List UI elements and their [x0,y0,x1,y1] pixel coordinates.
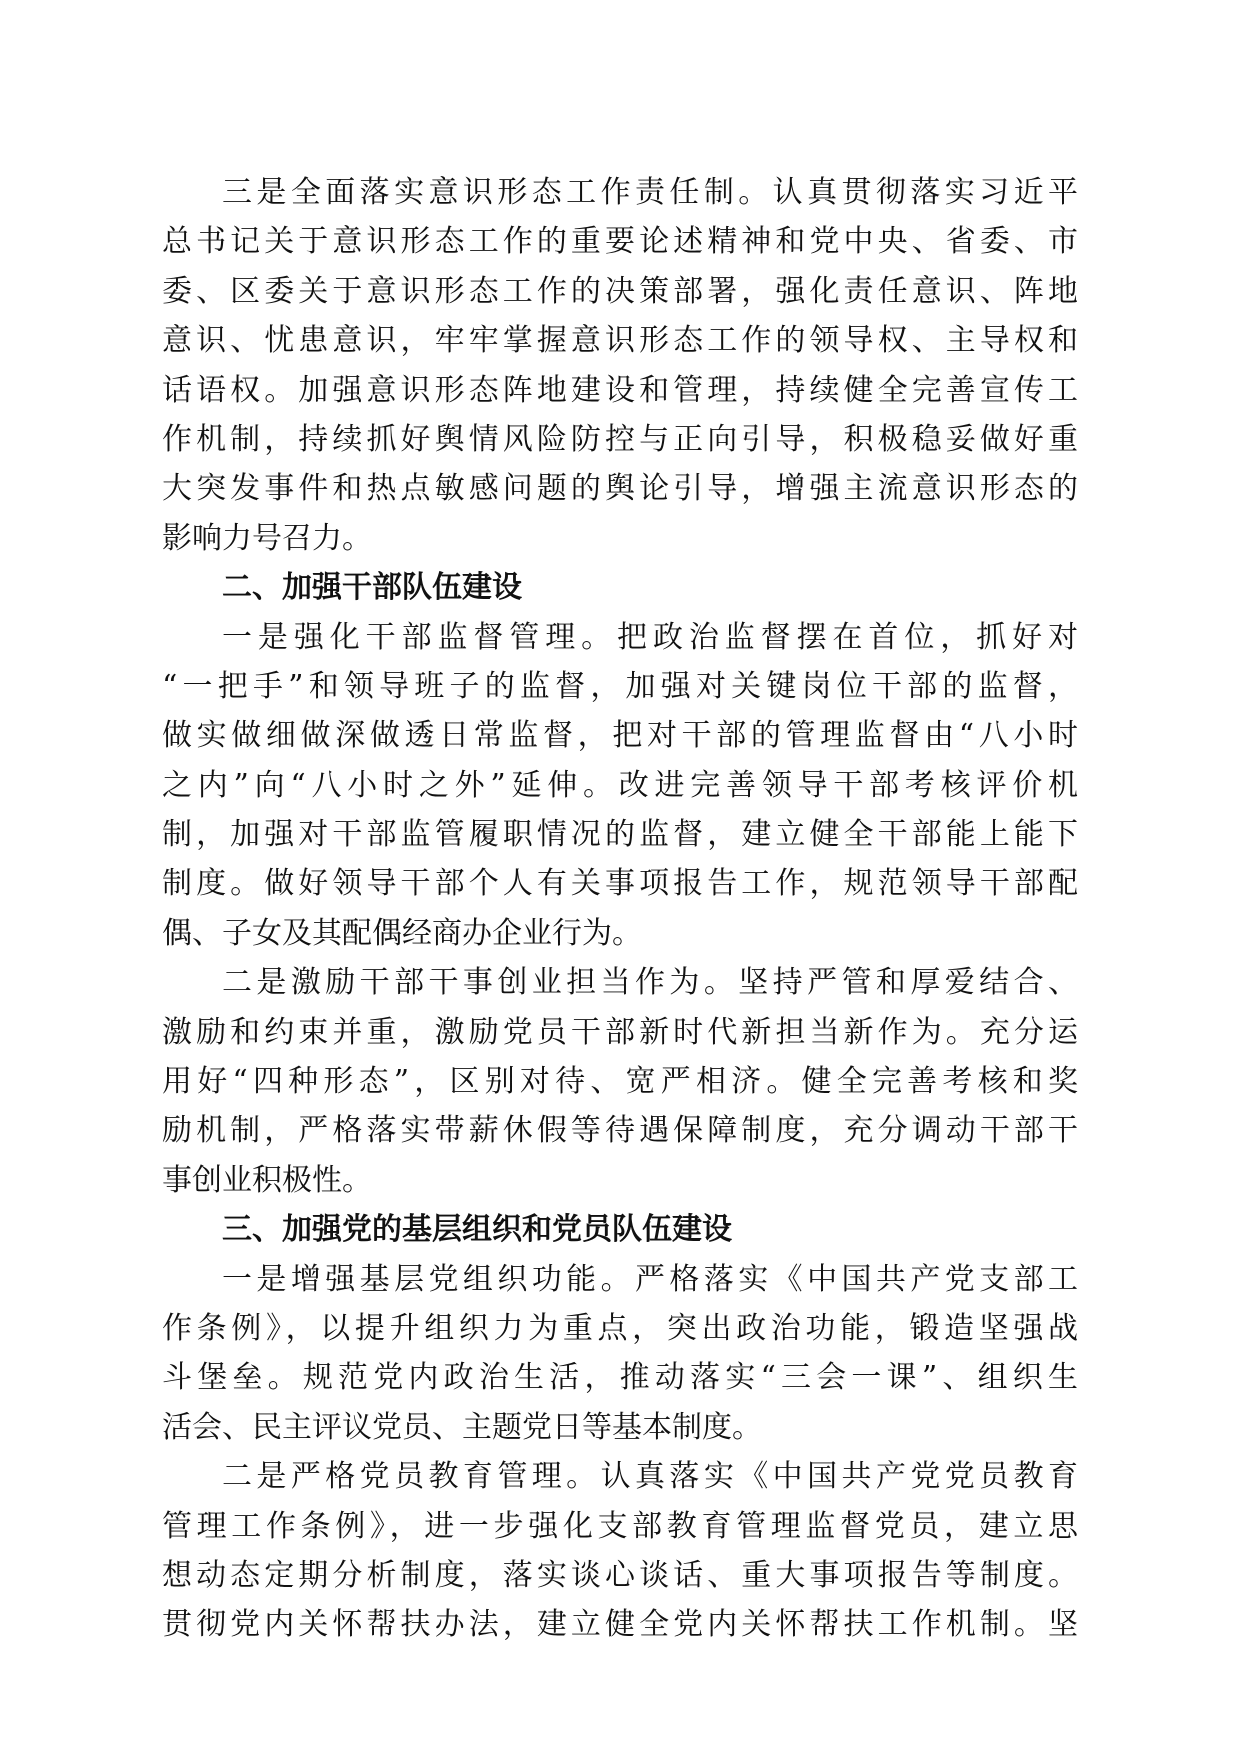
text-line: 三是全面落实意识形态工作责任制。认真贯彻落实习近平 [222,175,1078,210]
text-line: 大突发事件和热点敏感问题的舆论引导，增强主流意识形态的 [162,471,1078,507]
text-line: 意识、忧患意识，牢牢掌握意识形态工作的领导权、主导权和 [162,323,1078,359]
paragraph [162,613,1078,959]
text-line: 贯彻党内关怀帮扶办法，建立健全党内关怀帮扶工作机制。坚 [162,1607,1078,1643]
text-line: 作条例》，以提升组织力为重点，突出政治功能，锻造坚强战 [162,1310,1078,1346]
text-line: 作机制，持续抓好舆情风险防控与正向引导，积极稳妥做好重 [162,421,1078,457]
text-line: 制，加强对干部监管履职情况的监督，建立健全干部能上能下 [162,817,1078,853]
text-line: 一是增强基层党组织功能。严格落实《中国共产党支部工 [222,1261,1078,1297]
text-line: 之内”向“八小时之外”延伸。改进完善领导干部考核评价机 [162,767,1078,803]
paragraph [162,168,1078,563]
text-line: “一把手”和领导班子的监督，加强对关键岗位干部的监督， [162,668,1078,704]
text-line: 活会、民主评议党员、主题党日等基本制度。 [162,1409,762,1445]
text-line: 二是激励干部干事创业担当作为。坚持严管和厚爱结合、 [222,965,1078,1001]
text-line: 二是严格党员教育管理。认真落实《中国共产党党员教育 [222,1459,1078,1495]
text-line: 制度。做好领导干部个人有关事项报告工作，规范领导干部配 [162,866,1078,902]
document-page [162,168,1078,1650]
paragraph [162,1452,1078,1650]
paragraph [162,958,1078,1205]
section-heading: 三、加强党的基层组织和党员队伍建设 [222,1212,732,1248]
text-line: 影响力号召力。 [162,520,372,556]
text-line: 励机制，严格落实带薪休假等待遇保障制度，充分调动干部干 [162,1113,1078,1149]
text-line: 总书记关于意识形态工作的重要论述精神和党中央、省委、市 [162,224,1078,260]
text-line: 斗堡垒。规范党内政治生活，推动落实“三会一课”、组织生 [162,1360,1078,1396]
text-line: 话语权。加强意识形态阵地建设和管理，持续健全完善宣传工 [162,372,1078,408]
text-line: 想动态定期分析制度，落实谈心谈话、重大事项报告等制度。 [162,1557,1078,1593]
text-line: 做实做细做深做透日常监督，把对干部的管理监督由“八小时 [162,718,1078,754]
section-heading: 二、加强干部队伍建设 [222,570,522,606]
text-line: 管理工作条例》，进一步强化支部教育管理监督党员，建立思 [162,1508,1078,1544]
text-line: 激励和约束并重，激励党员干部新时代新担当新作为。充分运 [162,1014,1078,1050]
text-line: 用好“四种形态”，区别对待、宽严相济。健全完善考核和奖 [162,1064,1078,1100]
text-line: 委、区委关于意识形态工作的决策部署，强化责任意识、阵地 [162,273,1078,309]
paragraph [162,1255,1078,1453]
text-line: 事创业积极性。 [162,1162,372,1198]
text-line: 一是强化干部监督管理。把政治监督摆在首位，抓好对 [222,619,1078,655]
text-line: 偶、子女及其配偶经商办企业行为。 [162,915,642,951]
